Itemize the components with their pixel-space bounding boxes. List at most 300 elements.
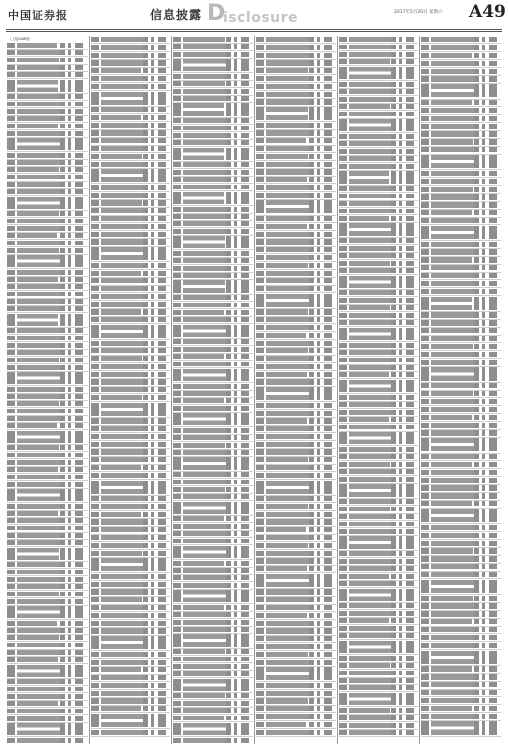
- table-cell: [60, 255, 65, 267]
- table-cell: [339, 365, 347, 370]
- table-cell: [101, 193, 146, 198]
- table-cell: [234, 207, 237, 212]
- table-cell: [17, 518, 62, 523]
- table-cell: [406, 112, 414, 117]
- table-cell: [391, 134, 396, 139]
- table-cell: [431, 320, 474, 325]
- table-cell: [91, 154, 99, 159]
- table-cell: [151, 589, 154, 594]
- table-cell: [241, 258, 249, 263]
- table-cell: [226, 391, 231, 396]
- table-cell: [349, 238, 392, 243]
- table-cell: [406, 618, 414, 623]
- table-cell: [431, 226, 473, 239]
- table-cell: [317, 216, 320, 221]
- table-cell: [60, 80, 65, 92]
- table-cell: [91, 496, 99, 501]
- table-cell: [256, 341, 264, 346]
- table-cell: [399, 149, 402, 154]
- table-cell: [68, 475, 71, 480]
- table-cell: [482, 556, 485, 561]
- table-cell: [234, 170, 237, 175]
- table-cell: [17, 189, 62, 194]
- table-cell: [158, 348, 166, 353]
- table-cell: [482, 367, 485, 380]
- table-cell: [68, 197, 71, 209]
- table-cell: [474, 556, 479, 561]
- table-cell: [234, 89, 237, 94]
- table-cell: [489, 289, 497, 294]
- table-cell: [101, 535, 146, 540]
- table-cell: [183, 450, 228, 455]
- table-cell: [317, 714, 320, 719]
- table-cell: [143, 92, 148, 105]
- table-column: [6, 36, 89, 744]
- table-cell: [7, 401, 15, 406]
- table-cell: [7, 606, 15, 618]
- table-cell: [489, 454, 497, 459]
- table-cell: [431, 493, 476, 498]
- table-cell: [489, 556, 497, 561]
- table-cell: [324, 123, 332, 128]
- table-cell: [17, 489, 62, 501]
- table-cell: [256, 387, 264, 400]
- table-cell: [421, 257, 429, 262]
- table-cell: [158, 730, 166, 735]
- table-cell: [68, 350, 71, 355]
- table-cell: [226, 229, 231, 234]
- table-cell: [474, 273, 479, 278]
- table-cell: [266, 442, 311, 447]
- table-cell: [474, 171, 479, 176]
- table-cell: [7, 650, 15, 655]
- table-cell: [431, 619, 471, 624]
- table-cell: [60, 409, 65, 414]
- table-cell: [17, 562, 62, 567]
- table-cell: [143, 130, 148, 135]
- table-cell: [158, 535, 166, 540]
- table-cell: [421, 541, 429, 546]
- table-cell: [349, 603, 394, 608]
- table-cell: [399, 313, 402, 318]
- table-cell: [7, 577, 15, 582]
- table-cell: [406, 559, 414, 564]
- table-cell: [7, 72, 15, 77]
- table-cell: [391, 507, 396, 512]
- table-cell: [234, 214, 237, 219]
- table-cell: [151, 356, 154, 361]
- table-cell: [151, 698, 154, 703]
- table-cell: [339, 238, 347, 243]
- table-cell: [391, 97, 396, 102]
- table-cell: [391, 365, 396, 370]
- table-cell: [151, 263, 154, 268]
- table-cell: [68, 43, 71, 48]
- table-cell: [309, 574, 314, 587]
- table-cell: [234, 450, 237, 455]
- table-cell: [431, 698, 476, 703]
- table-cell: [324, 426, 332, 431]
- table-cell: [173, 664, 181, 669]
- table-cell: [101, 621, 146, 626]
- table-cell: [482, 242, 485, 247]
- table-cell: [241, 317, 249, 322]
- table-cell: [101, 504, 145, 509]
- table-cell: [226, 406, 231, 411]
- table-cell: [17, 709, 62, 714]
- table-cell: [482, 635, 485, 640]
- table-cell: [158, 372, 166, 377]
- table-cell: [339, 432, 347, 444]
- table-cell: [75, 423, 83, 428]
- table-cell: [309, 714, 314, 719]
- table-cell: [317, 691, 320, 696]
- table-cell: [391, 328, 396, 340]
- table-cell: [183, 539, 228, 544]
- table-cell: [7, 489, 15, 501]
- table-cell: [183, 590, 228, 602]
- table-cell: [91, 434, 99, 439]
- table-cell: [421, 690, 429, 695]
- table-cell: [151, 706, 154, 711]
- table-cell: [391, 395, 396, 400]
- table-cell: [266, 99, 311, 104]
- table-cell: [474, 485, 479, 490]
- table-cell: [158, 356, 166, 361]
- table-cell: [173, 531, 181, 536]
- table-cell: [91, 387, 99, 392]
- table-cell: [266, 45, 309, 50]
- table-cell: [399, 693, 402, 705]
- table-cell: [489, 367, 497, 380]
- table-cell: [399, 477, 402, 482]
- table-cell: [256, 504, 264, 509]
- table-cell: [309, 247, 314, 252]
- table-cell: [226, 413, 231, 425]
- table-cell: [482, 297, 485, 310]
- table-cell: [256, 185, 264, 190]
- table-cell: [406, 589, 414, 601]
- table-cell: [421, 312, 429, 317]
- table-cell: [101, 286, 143, 291]
- table-cell: [256, 527, 264, 532]
- table-cell: [482, 249, 485, 254]
- table-cell: [68, 694, 71, 699]
- table-cell: [482, 320, 485, 325]
- table-cell: [183, 738, 225, 743]
- table-cell: [143, 535, 148, 540]
- table-cell: [266, 130, 310, 135]
- table-cell: [7, 153, 15, 158]
- table-cell: [266, 512, 311, 517]
- table-cell: [151, 278, 154, 283]
- table-cell: [143, 706, 148, 711]
- newspaper-name: 中国证券报: [8, 9, 68, 22]
- table-cell: [339, 45, 347, 50]
- table-cell: [339, 581, 347, 586]
- table-cell: [7, 138, 15, 150]
- table-row: [7, 737, 88, 744]
- table-cell: [317, 45, 320, 50]
- table-cell: [241, 221, 249, 226]
- table-cell: [7, 665, 15, 677]
- table-cell: [183, 398, 224, 403]
- table-cell: [309, 278, 314, 283]
- table-cell: [406, 730, 414, 735]
- table-cell: [474, 706, 479, 711]
- table-cell: [349, 320, 393, 325]
- table-cell: [406, 462, 414, 467]
- table-cell: [241, 207, 249, 212]
- table-cell: [226, 103, 231, 115]
- table-cell: [17, 482, 60, 487]
- table-cell: [234, 310, 237, 315]
- table-cell: [75, 211, 83, 216]
- table-row: [91, 324, 171, 340]
- table-cell: [143, 465, 148, 470]
- table-cell: [7, 540, 15, 545]
- table-cell: [339, 626, 347, 631]
- table-cell: [266, 730, 311, 735]
- table-cell: [324, 60, 332, 65]
- table-cell: [324, 224, 332, 229]
- table-cell: [68, 306, 71, 311]
- table-cell: [339, 603, 347, 608]
- table-cell: [17, 211, 59, 216]
- table-cell: [421, 147, 429, 152]
- table-cell: [173, 561, 181, 566]
- table-cell: [17, 306, 62, 311]
- table-cell: [234, 575, 237, 580]
- table-cell: [349, 454, 394, 459]
- table-cell: [474, 360, 479, 365]
- table-cell: [234, 133, 237, 138]
- table-cell: [75, 431, 83, 443]
- table-cell: [91, 558, 99, 571]
- table-cell: [75, 445, 83, 450]
- table-cell: [241, 347, 249, 352]
- table-cell: [339, 499, 347, 504]
- table-cell: [226, 693, 231, 698]
- table-cell: [226, 251, 231, 256]
- table-cell: [234, 716, 237, 721]
- table-cell: [75, 716, 83, 721]
- table-row: [256, 573, 336, 589]
- table-cell: [391, 641, 396, 653]
- table-cell: [151, 53, 154, 58]
- table-cell: [256, 130, 264, 135]
- table-cell: [241, 133, 249, 138]
- table-cell: [406, 507, 414, 512]
- table-cell: [399, 618, 402, 623]
- table-cell: [489, 257, 497, 262]
- table-cell: [421, 580, 429, 593]
- table-row: [173, 678, 253, 693]
- table-cell: [266, 543, 308, 548]
- table-cell: [158, 278, 166, 283]
- table-cell: [349, 358, 394, 363]
- table-cell: [226, 428, 231, 433]
- table-cell: [17, 248, 59, 253]
- table-cell: [349, 112, 394, 117]
- table-cell: [91, 379, 99, 384]
- table-cell: [474, 399, 479, 404]
- table-cell: [241, 664, 249, 669]
- table-cell: [75, 687, 83, 692]
- table-cell: [406, 97, 414, 102]
- table-cell: [173, 502, 181, 514]
- table-cell: [226, 605, 231, 610]
- table-cell: [173, 516, 181, 521]
- table-cell: [158, 302, 166, 307]
- table-cell: [309, 558, 314, 563]
- table-cell: [101, 589, 146, 594]
- table-cell: [60, 292, 65, 297]
- table-cell: [317, 403, 320, 408]
- table-cell: [234, 561, 237, 566]
- table-cell: [317, 278, 320, 283]
- table-cell: [91, 512, 99, 517]
- table-cell: [474, 478, 479, 483]
- table-cell: [406, 223, 414, 235]
- table-cell: [158, 675, 166, 680]
- table-cell: [226, 325, 231, 337]
- table-cell: [489, 344, 497, 349]
- table-cell: [7, 679, 15, 684]
- table-cell: [324, 247, 332, 252]
- table-cell: [75, 277, 83, 282]
- table-cell: [60, 518, 65, 523]
- table-cell: [143, 232, 148, 237]
- table-cell: [266, 473, 310, 478]
- table-cell: [234, 177, 237, 182]
- table-cell: [266, 154, 308, 159]
- table-cell: [7, 416, 15, 421]
- table-cell: [317, 605, 320, 610]
- table-cell: [60, 167, 65, 172]
- table-cell: [241, 561, 249, 566]
- table-cell: [317, 698, 320, 703]
- table-cell: [349, 551, 391, 556]
- table-cell: [349, 201, 394, 206]
- table-cell: [151, 551, 154, 556]
- table-cell: [266, 551, 311, 556]
- table-cell: [421, 383, 429, 388]
- table-cell: [241, 627, 249, 632]
- table-cell: [324, 348, 332, 353]
- table-cell: [474, 265, 479, 270]
- table-cell: [266, 348, 308, 353]
- table-cell: [324, 193, 332, 198]
- table-cell: [406, 52, 414, 57]
- table-cell: [339, 89, 347, 94]
- table-cell: [7, 365, 15, 370]
- table-cell: [101, 247, 146, 260]
- table-cell: [421, 202, 429, 207]
- table-row: [173, 589, 253, 604]
- table-cell: [309, 356, 314, 361]
- table-cell: [266, 185, 311, 190]
- table-cell: [183, 413, 226, 425]
- table-cell: [91, 535, 99, 540]
- table-cell: [266, 278, 310, 283]
- table-cell: [309, 636, 314, 641]
- table-cell: [183, 221, 228, 226]
- table-cell: [143, 683, 148, 688]
- table-cell: [324, 504, 332, 509]
- table-cell: [173, 362, 181, 367]
- table-cell: [101, 309, 142, 314]
- table-cell: [234, 339, 237, 344]
- table-cell: [91, 263, 99, 268]
- table-cell: [226, 74, 231, 79]
- table-cell: [7, 358, 15, 363]
- table-cell: [101, 224, 146, 229]
- table-cell: [75, 116, 83, 121]
- table-cell: [17, 336, 60, 341]
- table-cell: [482, 611, 485, 616]
- table-cell: [266, 636, 311, 641]
- table-cell: [101, 426, 146, 431]
- table-cell: [158, 364, 166, 369]
- table-cell: [60, 328, 65, 333]
- table-cell: [151, 496, 154, 501]
- table-cell: [309, 621, 314, 626]
- table-cell: [349, 343, 394, 348]
- table-cell: [482, 344, 485, 349]
- table-cell: [68, 284, 71, 289]
- table-cell: [474, 179, 479, 184]
- table-cell: [68, 533, 71, 538]
- table-cell: [324, 216, 332, 221]
- table-cell: [399, 499, 402, 504]
- table-cell: [431, 596, 473, 601]
- table-cell: [489, 651, 497, 664]
- table-cell: [226, 738, 231, 743]
- table-cell: [482, 312, 485, 317]
- table-cell: [68, 211, 71, 216]
- table-cell: [489, 564, 497, 569]
- table-cell: [399, 611, 402, 616]
- table-cell: [339, 477, 347, 482]
- table-cell: [256, 60, 264, 65]
- table-cell: [173, 81, 181, 86]
- table-cell: [158, 628, 166, 633]
- table-cell: [421, 485, 429, 490]
- table-cell: [17, 577, 62, 582]
- table-cell: [158, 558, 166, 571]
- table-cell: [91, 698, 99, 703]
- table-cell: [101, 706, 142, 711]
- table-cell: [183, 118, 228, 123]
- table-cell: [391, 626, 396, 631]
- table-cell: [101, 348, 146, 353]
- table-cell: [399, 52, 402, 57]
- table-cell: [241, 531, 249, 536]
- table-cell: [399, 469, 402, 474]
- table-cell: [482, 194, 485, 199]
- table-cell: [143, 76, 148, 81]
- table-cell: [143, 379, 148, 384]
- table-cell: [143, 169, 148, 182]
- table-cell: [309, 239, 314, 244]
- table-cell: [241, 693, 249, 698]
- table-cell: [482, 493, 485, 498]
- table-cell: [68, 358, 71, 363]
- table-cell: [309, 644, 314, 649]
- table-cell: [241, 457, 249, 469]
- table-cell: [266, 597, 311, 602]
